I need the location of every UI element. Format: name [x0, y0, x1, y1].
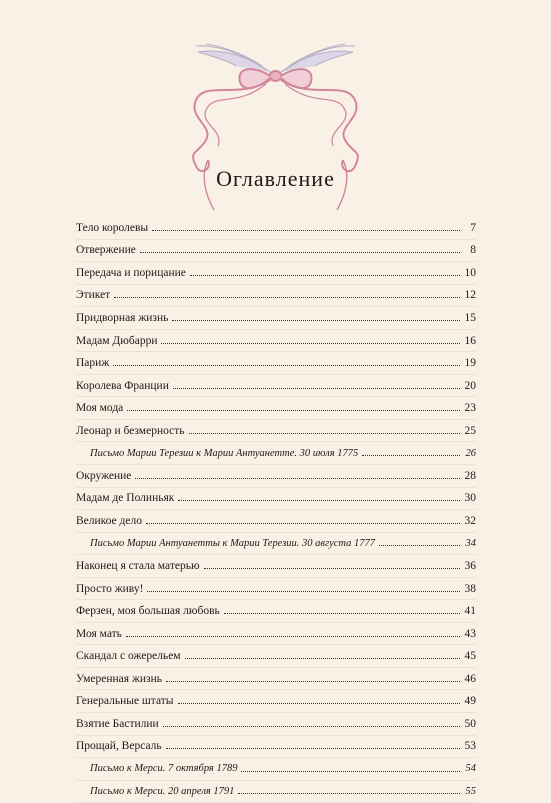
dot-leader	[379, 545, 460, 546]
dot-leader	[126, 636, 460, 637]
toc-subentry	[76, 758, 476, 781]
toc-entry-page: 10	[464, 266, 476, 279]
toc-entry	[76, 555, 476, 578]
toc-entry	[76, 668, 476, 691]
toc-entry-page: 43	[464, 627, 476, 640]
toc-entry-label: Умеренная жизнь	[76, 672, 162, 685]
dot-leader	[166, 681, 460, 682]
dot-leader	[178, 500, 460, 501]
toc-entry-page: 20	[464, 379, 476, 392]
toc-entry-page: 46	[464, 672, 476, 685]
left-wing	[196, 44, 270, 72]
toc-subentry	[76, 533, 476, 556]
toc-entry-label: Взятие Бастилии	[76, 717, 159, 730]
toc-entry	[76, 397, 476, 420]
toc-entry-page: 16	[464, 334, 476, 347]
toc-entry	[76, 736, 476, 759]
table-of-contents	[76, 217, 476, 803]
toc-entry-page: 41	[464, 605, 476, 618]
toc-entry-page: 32	[464, 514, 476, 527]
toc-entry-page: 19	[464, 357, 476, 370]
toc-entry-label: Моя мать	[76, 627, 122, 640]
dot-leader	[147, 591, 460, 592]
dot-leader	[166, 748, 460, 749]
toc-entry-label: Генеральные штаты	[76, 695, 174, 708]
toc-entry-label: Передача и порицание	[76, 266, 186, 279]
toc-entry-label: Прощай, Версаль	[76, 740, 162, 753]
toc-entry-label: Придворная жизнь	[76, 311, 169, 324]
toc-entry-label: Моя мода	[76, 402, 124, 415]
toc-entry-label: Просто живу!	[76, 582, 144, 595]
page-title: Оглавление	[216, 166, 335, 191]
toc-entry-page: 38	[464, 582, 476, 595]
toc-entry	[76, 307, 476, 330]
toc-entry-label: Скандал с ожерельем	[76, 650, 181, 663]
toc-entry	[76, 262, 476, 285]
toc-entry-label: Ферзен, моя большая любовь	[76, 605, 220, 618]
toc-entry	[76, 375, 476, 398]
toc-entry-label: Наконец я стала матерью	[76, 559, 200, 572]
toc-entry-page: 50	[464, 717, 476, 730]
toc-entry	[76, 578, 476, 601]
toc-entry-label: Окружение	[76, 469, 132, 482]
dot-leader	[152, 230, 460, 231]
toc-entry-page: 12	[464, 289, 476, 302]
toc-entry	[76, 690, 476, 713]
toc-entry-label: Париж	[76, 357, 110, 370]
toc-entry-page: 28	[464, 469, 476, 482]
toc-entry	[76, 420, 476, 443]
toc-subentry	[76, 442, 476, 465]
toc-entry-page: 25	[464, 424, 476, 437]
toc-entry	[76, 285, 476, 308]
dot-leader	[241, 771, 460, 772]
dot-leader	[238, 793, 460, 794]
toc-entry-page: 15	[464, 311, 476, 324]
toc-entry-label: Великое дело	[76, 514, 142, 527]
dot-leader	[185, 658, 460, 659]
toc-entry-page: 8	[470, 244, 476, 257]
dot-leader	[178, 703, 460, 704]
toc-entry	[76, 713, 476, 736]
toc-entry-page: 26	[465, 447, 476, 459]
dot-leader	[114, 297, 460, 298]
toc-entry-label: Отвержение	[76, 244, 136, 257]
dot-leader	[140, 252, 460, 253]
toc-entry-page: 7	[470, 221, 476, 234]
dot-leader	[135, 478, 460, 479]
toc-entry-label: Леонар и безмерность	[76, 424, 185, 437]
toc-entry-page: 53	[464, 740, 476, 753]
toc-entry	[76, 488, 476, 511]
toc-entry-label: Тело королевы	[76, 221, 149, 234]
dot-leader	[172, 320, 460, 321]
dot-leader	[190, 275, 460, 276]
dot-leader	[224, 613, 460, 614]
right-wing	[281, 44, 355, 72]
toc-entry	[76, 330, 476, 353]
toc-entry-page: 54	[465, 763, 476, 775]
toc-entry-label: Письмо Марии Терезии к Марии Антуанетте. 30 июля 1775	[90, 447, 359, 459]
dot-leader	[362, 455, 460, 456]
toc-entry-page: 23	[464, 402, 476, 415]
toc-entry-page: 36	[464, 559, 476, 572]
toc-entry-page: 45	[464, 650, 476, 663]
toc-entry-label: Этикет	[76, 289, 111, 302]
dot-leader	[127, 410, 460, 411]
toc-entry-label: Письмо к Мерси. 20 апреля 1791	[90, 785, 235, 797]
toc-entry	[76, 623, 476, 646]
toc-entry	[76, 645, 476, 668]
dot-leader	[173, 388, 460, 389]
toc-entry-page: 49	[464, 695, 476, 708]
dot-leader	[113, 365, 460, 366]
dot-leader	[163, 726, 460, 727]
toc-entry	[76, 510, 476, 533]
toc-entry-page: 30	[464, 492, 476, 505]
toc-entry	[76, 217, 476, 240]
toc-entry-label: Письмо к Мерси. 7 октября 1789	[90, 763, 238, 775]
dot-leader	[189, 433, 460, 434]
toc-entry	[76, 465, 476, 488]
toc-entry	[76, 352, 476, 375]
toc-entry	[76, 600, 476, 623]
toc-entry-label: Мадам Дюбарри	[76, 334, 158, 347]
toc-entry-label: Мадам де Полиньяк	[76, 492, 175, 505]
toc-entry-label: Письмо Марии Антуанетты к Марии Терезии. 30 августа 1777	[90, 537, 375, 549]
toc-entry-label: Королева Франции	[76, 379, 169, 392]
toc-entry-page: 34	[465, 537, 476, 549]
toc-entry	[76, 240, 476, 263]
toc-subentry	[76, 781, 476, 803]
dot-leader	[161, 343, 460, 344]
toc-entry-page: 55	[465, 785, 476, 797]
dot-leader	[204, 568, 460, 569]
dot-leader	[146, 523, 460, 524]
